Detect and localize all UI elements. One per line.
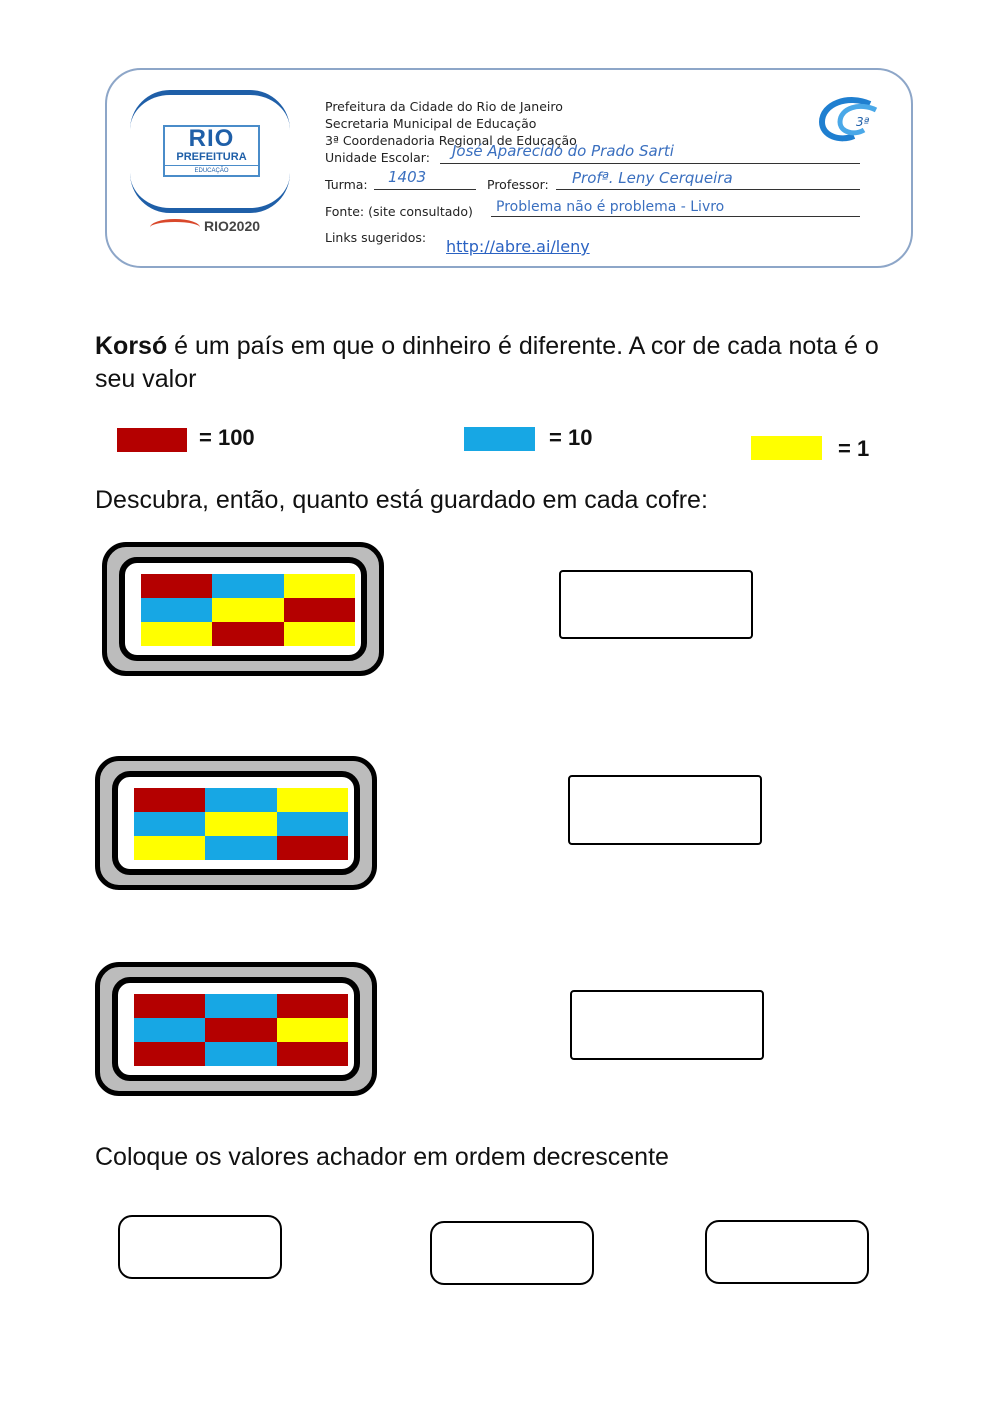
safe-3	[95, 962, 377, 1096]
note-blue	[205, 788, 276, 812]
source-value[interactable]: Problema não é problema - Livro	[496, 199, 725, 215]
safe-2	[95, 756, 377, 890]
class-underline	[374, 189, 476, 190]
answer-box-3[interactable]	[570, 990, 764, 1060]
safe-1-notes	[141, 574, 355, 646]
rio-prefeitura-logo	[163, 125, 260, 177]
legend-red-swatch	[117, 428, 187, 452]
note-blue	[134, 1018, 205, 1042]
logo-sub-text: PREFEITURA	[176, 151, 247, 163]
intro-text: é um país em que o dinheiro é diferente. A cor de cada nota é o seu valor	[95, 332, 879, 393]
svg-text:3ª: 3ª	[856, 115, 870, 129]
source-label: Fonte: (site consultado)	[325, 204, 473, 219]
rio2020-text: RIO2020	[204, 218, 261, 234]
question-text: Descubra, então, quanto está guardado em cada cofre:	[95, 486, 708, 514]
school-underline	[440, 163, 860, 164]
note-blue	[134, 812, 205, 836]
school-value[interactable]: José Aparecido do Prado Sarti	[452, 142, 674, 160]
note-red	[134, 994, 205, 1018]
note-blue	[205, 836, 276, 860]
legend-yellow-label: = 1	[838, 436, 870, 461]
header-line-3: 3ª Coordenadoria Regional de Educação	[325, 133, 577, 148]
note-blue	[212, 574, 283, 598]
suggested-link[interactable]: http://abre.ai/leny	[446, 237, 590, 256]
source-underline	[491, 216, 860, 217]
note-yellow	[284, 622, 355, 646]
intro-paragraph	[95, 330, 915, 396]
note-blue	[205, 994, 276, 1018]
logo-main-text: RIO	[188, 125, 235, 152]
answer-box-1[interactable]	[559, 570, 753, 639]
note-red	[277, 1042, 348, 1066]
safe-1	[102, 542, 384, 676]
class-value[interactable]: 1403	[388, 168, 427, 186]
links-label: Links sugeridos:	[325, 230, 427, 245]
note-red	[134, 1042, 205, 1066]
safe-2-notes	[134, 788, 348, 860]
note-blue	[277, 812, 348, 836]
note-yellow	[212, 598, 283, 622]
legend-blue-label: = 10	[549, 425, 593, 450]
teacher-value[interactable]: Profª. Leny Cerqueira	[572, 169, 733, 187]
school-label: Unidade Escolar:	[325, 150, 430, 165]
class-label: Turma:	[325, 177, 368, 192]
legend-red-label: = 100	[199, 425, 255, 450]
note-yellow	[277, 788, 348, 812]
legend-blue-swatch	[464, 427, 535, 451]
note-red	[205, 1018, 276, 1042]
note-yellow	[284, 574, 355, 598]
order-box-2[interactable]	[430, 1221, 594, 1285]
note-yellow	[277, 1018, 348, 1042]
legend-yellow-swatch	[751, 436, 822, 460]
teacher-underline	[556, 189, 860, 190]
teacher-label: Professor:	[487, 177, 549, 192]
note-red	[277, 994, 348, 1018]
note-red	[277, 836, 348, 860]
note-blue	[205, 1042, 276, 1066]
rio2020-logo	[150, 218, 260, 236]
note-blue	[141, 598, 212, 622]
header-line-2: Secretaria Municipal de Educação	[325, 116, 537, 131]
order-box-1[interactable]	[118, 1215, 282, 1279]
note-red	[284, 598, 355, 622]
order-instruction: Coloque os valores achador em ordem decrescente	[95, 1143, 669, 1171]
answer-box-2[interactable]	[568, 775, 762, 845]
note-yellow	[134, 836, 205, 860]
order-box-3[interactable]	[705, 1220, 869, 1284]
cre-logo-icon	[818, 96, 888, 142]
note-yellow	[205, 812, 276, 836]
header-line-1: Prefeitura da Cidade do Rio de Janeiro	[325, 99, 563, 114]
country-name: Korsó	[95, 332, 168, 360]
note-red	[141, 574, 212, 598]
safe-3-notes	[134, 994, 348, 1066]
note-red	[212, 622, 283, 646]
logo-edu-text: EDUCAÇÃO	[165, 165, 258, 176]
note-red	[134, 788, 205, 812]
note-yellow	[141, 622, 212, 646]
